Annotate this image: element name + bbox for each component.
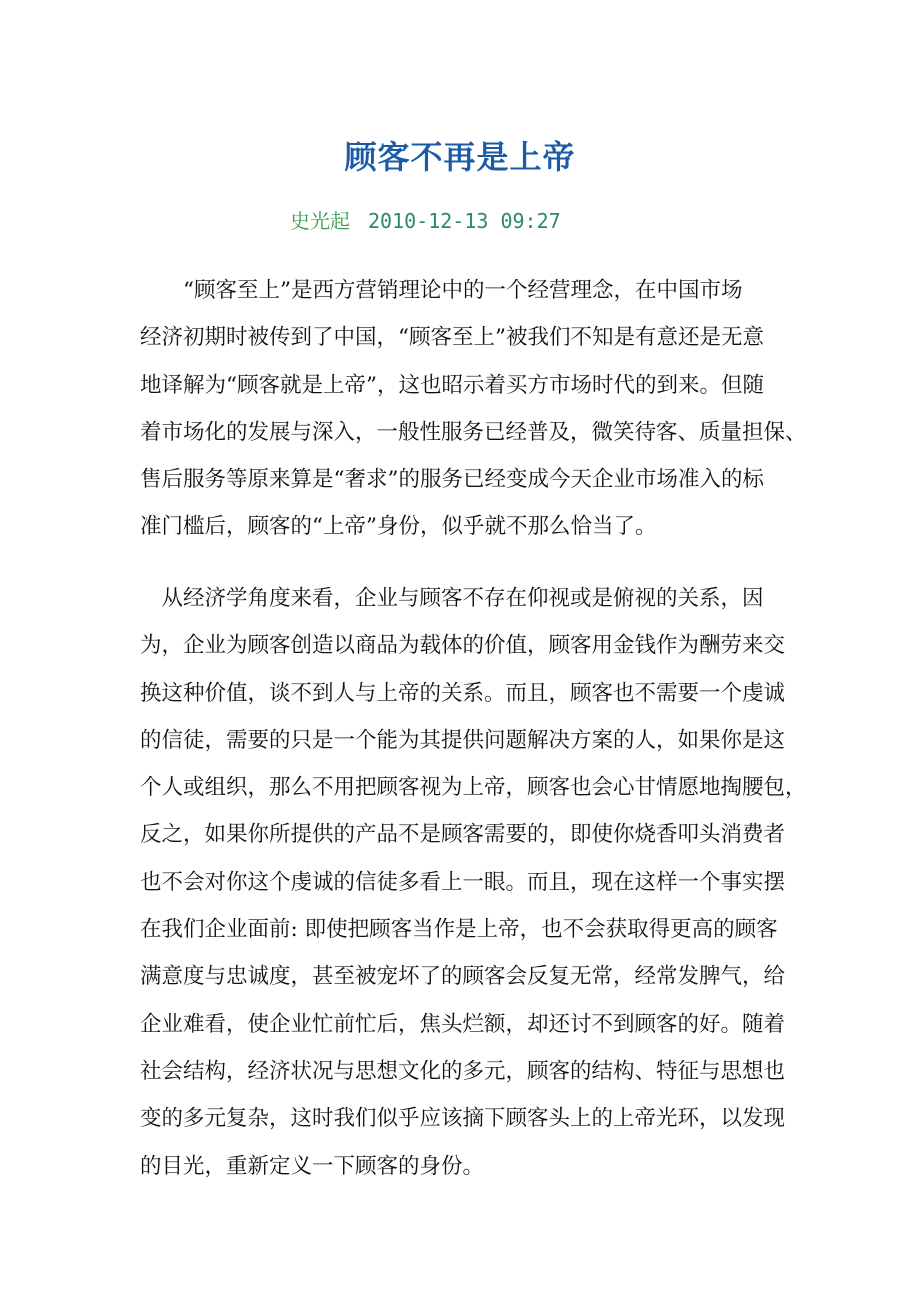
paragraph-line: “顾客至上”是西方营销理论中的一个经营理念，在中国市场: [140, 278, 743, 303]
paragraph-line: 准门槛后，顾客的“上帝”身份，似乎就不那么恰当了。: [140, 514, 657, 540]
paragraph-line: 在我们企业面前: 即使把顾客当作是上帝，也不会获取得更高的顾客: [140, 917, 778, 943]
paragraph-line: 变的多元复杂，这时我们似乎应该摘下顾客头上的上帝光环，以发现: [140, 1106, 786, 1132]
paragraph-1: [140, 267, 807, 551]
paragraph-line: 经济初期时被传到了中国，“顾客至上”被我们不知是有意还是无意: [140, 325, 764, 351]
paragraph-line: 为，企业为顾客创造以商品为载体的价值，顾客用金钱作为酬劳来交: [140, 633, 786, 659]
paragraph-line: 地译解为“顾客就是上帝”，这也昭示着买方市场时代的到来。但随: [140, 372, 764, 398]
paragraph-line: 个人或组织，那么不用把顾客视为上帝，顾客也会心甘情愿地掏腰包，: [140, 775, 807, 801]
paragraph-line: 从经济学角度来看，企业与顾客不存在仰视或是俯视的关系，因: [140, 586, 764, 611]
paragraph-line: 售后服务等原来算是“奢求”的服务已经变成今天企业市场准入的标: [140, 467, 764, 493]
article-meta: [290, 205, 561, 234]
article-title: 顾客不再是上帝: [344, 138, 576, 176]
paragraph-line: 的目光，重新定义一下顾客的身份。: [140, 1153, 485, 1179]
author-name: 史光起: [290, 209, 350, 233]
paragraph-line: 企业难看，使企业忙前忙后，焦头烂额，却还讨不到顾客的好。随着: [140, 1011, 786, 1037]
paragraph-line: 的信徒，需要的只是一个能为其提供问题解决方案的人，如果你是这: [140, 727, 786, 753]
paragraph-line: 反之，如果你所提供的产品不是顾客需要的，即使你烧香叩头消费者: [140, 822, 786, 848]
publish-date: 2010-12-13 09:27: [368, 209, 561, 233]
paragraph-line: 换这种价值，谈不到人与上帝的关系。而且，顾客也不需要一个虔诚: [140, 680, 786, 706]
paragraph-2: [140, 575, 807, 1190]
paragraph-line: 着市场化的发展与深入，一般性服务已经普及，微笑待客、质量担保、: [140, 419, 807, 445]
paragraph-line: 满意度与忠诚度，甚至被宠坏了的顾客会反复无常，经常发脾气，给: [140, 964, 786, 990]
paragraph-line: 社会结构，经济状况与思想文化的多元，顾客的结构、特征与思想也: [140, 1058, 786, 1084]
paragraph-line: 也不会对你这个虔诚的信徒多看上一眼。而且，现在这样一个事实摆: [140, 869, 786, 895]
